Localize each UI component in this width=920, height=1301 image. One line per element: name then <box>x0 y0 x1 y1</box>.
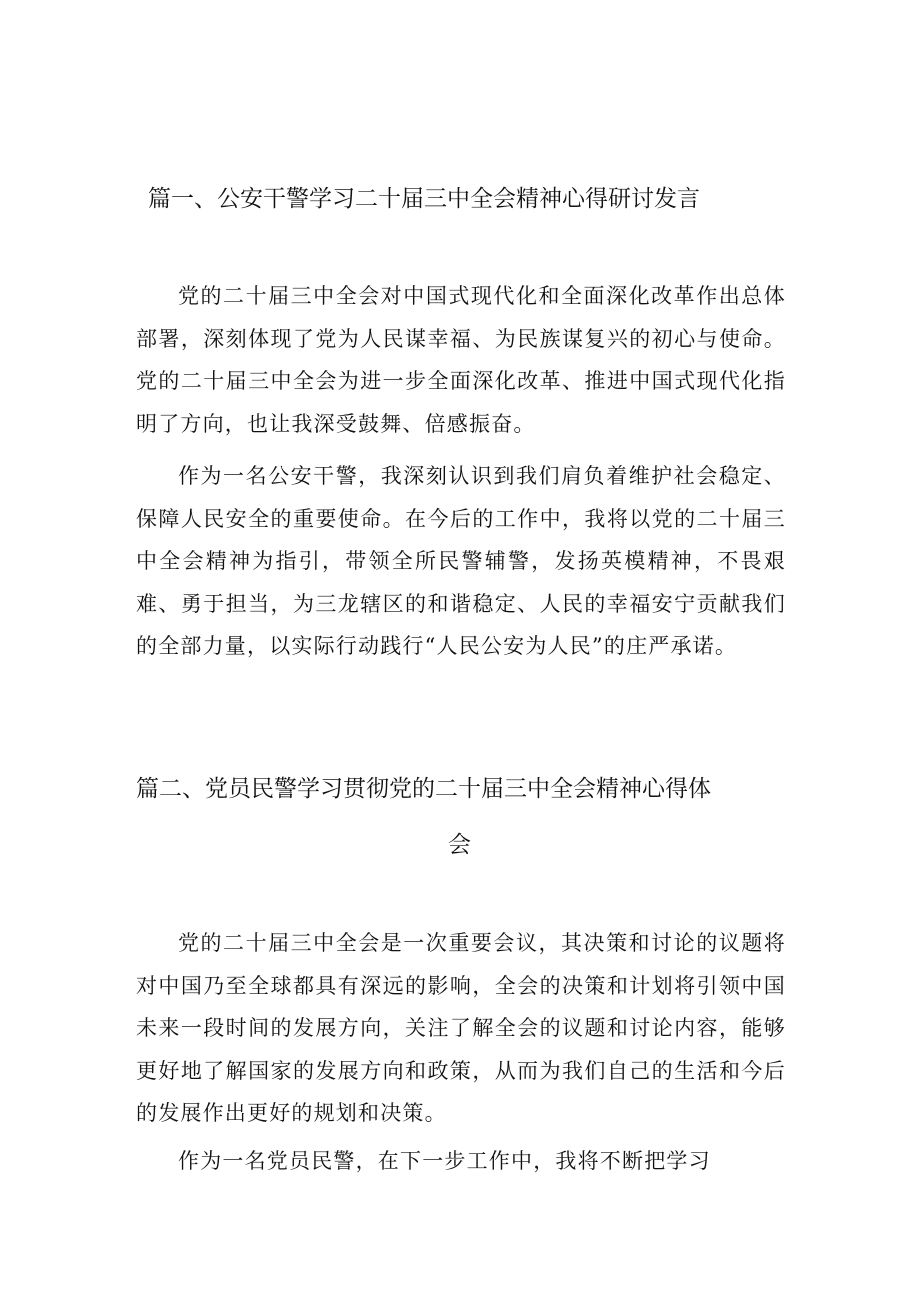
section-1-paragraph-2: 作为一名公安干警，我深刻认识到我们肩负着维护社会稳定、保障人民安全的重要使命。在今后的工作中，我将以党的二十届三中全会精神为指引，带领全所民警辅警，发扬英模精神，不畏艰难、勇于担当，为三龙辖区的和谐稳定、人民的幸福安宁贡献我们的全部力量，以实际行动践行“人民公安为人民”的庄严承诺。 <box>136 464 786 658</box>
section-1-paragraph-1: 党的二十届三中全会对中国式现代化和全面深化改革作出总体部署，深刻体现了党为人民谋幸福、为民族谋复兴的初心与使命。党的二十届三中全会为进一步全面深化改革、推进中国式现代化指明了方向，也让我深受鼓舞、倍感振奋。 <box>136 284 786 436</box>
section-2-title-line-2: 会 <box>448 832 471 858</box>
section-2-paragraph-1: 党的二十届三中全会是一次重要会议，其决策和讨论的议题将对中国乃至全球都具有深远的影响，全会的决策和计划将引领中国未来一段时间的发展方向，关注了解全会的议题和讨论内容，能够更好地了解国家的发展方向和政策，从而为我们自己的生活和今后的发展作出更好的规划和决策。 <box>136 931 786 1125</box>
section-1-title: 篇一、公安干警学习二十届三中全会精神心得研讨发言 <box>148 186 700 212</box>
section-2-title-line-1: 篇二、党员民警学习贯彻党的二十届三中全会精神心得体 <box>136 776 711 802</box>
section-2-paragraph-2: 作为一名党员民警，在下一步工作中，我将不断把学习 <box>178 1149 711 1173</box>
